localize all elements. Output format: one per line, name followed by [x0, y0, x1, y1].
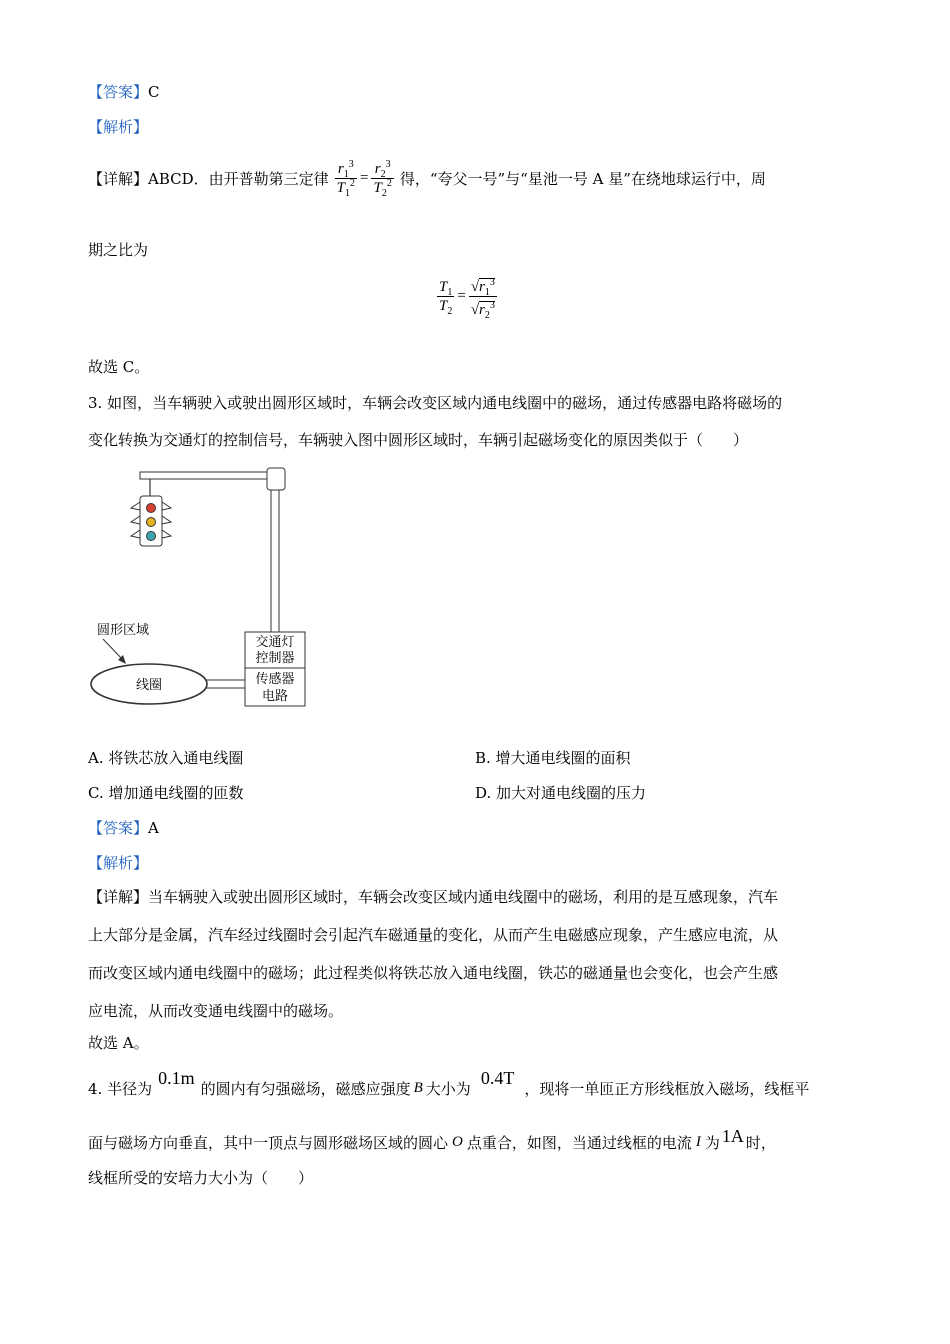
- q3-detail: [88, 878, 863, 1030]
- analysis-tag: 【解析】: [88, 118, 149, 136]
- detail-line-2: 期之比为: [88, 241, 149, 259]
- q3-detail-line-1: 当车辆驶入或驶出圆形区域时，车辆会改变区域内通电线圈中的磁场，利用的是互感现象，汽车: [148, 888, 779, 906]
- kepler-formula: $\frac{r_1^3}{T_1^2}$ = $\frac{r_2^3}{T_2^2}$: [336, 158, 392, 199]
- q4-stem-line-3: 线框所受的安培力大小为（ ）: [88, 1169, 314, 1187]
- traffic-light-figure: [85, 462, 315, 712]
- q3-stem-line-2: 变化转换为交通灯的控制信号，车辆驶入图中圆形区域时，车辆引起磁场变化的原因类似于（ ）: [88, 431, 749, 449]
- q3-detail-line-2: 上大部分是金属，汽车经过线圈时会引起汽车磁通量的变化，从而产生电磁感应现象，产生感应电流，从: [88, 926, 779, 944]
- sensor-label-2: 电路: [261, 688, 289, 703]
- answer-tag: 【答案】: [88, 83, 149, 101]
- q4-text-2: 的圆内有匀强磁场，磁感应强度: [200, 1079, 411, 1098]
- period-ratio-formula: $\frac{T_1}{T_2}$ = $\frac{√r_1^3}{√r_2^3}$: [437, 274, 497, 319]
- q4-current: 1A: [721, 1125, 744, 1146]
- q4-stem-line-2: [88, 1124, 776, 1160]
- q4-symbol-o: O: [452, 1133, 463, 1150]
- option-d[interactable]: D. 加大对通电线圈的压力: [475, 784, 647, 802]
- controller-label-2: 控制器: [255, 650, 295, 665]
- detail-row: [88, 150, 766, 206]
- q3-answer-tag: 【答案】: [88, 819, 149, 837]
- q2-conclusion: 故选 C。: [88, 358, 150, 376]
- q3-answer-row: [88, 818, 159, 838]
- detail-text-pre: ABCD．由开普勒第三定律: [148, 169, 329, 188]
- option-c[interactable]: C. 增加通电线圈的匝数: [88, 784, 244, 802]
- q3-conclusion: 故选 A。: [88, 1034, 149, 1052]
- left-visors: [131, 502, 140, 538]
- pole-arm: [140, 472, 275, 479]
- right-visors: [162, 502, 171, 538]
- q4-stem-line-1: [88, 1066, 809, 1110]
- sensor-label-1: 传感器: [255, 671, 295, 686]
- yellow-light: [147, 518, 156, 527]
- q4-text-1: 4. 半径为: [88, 1079, 153, 1098]
- option-a[interactable]: A. 将铁芯放入通电线圈: [88, 749, 244, 767]
- region-arrow-shaft: [103, 639, 123, 660]
- q3-detail-line-3: 而改变区域内通电线圈中的磁场；此过程类似将铁芯放入通电线圈，铁芯的磁通量也会变化，也会产生感: [88, 964, 779, 982]
- answer-value: C: [148, 83, 160, 101]
- detail-tag: 【详解】: [88, 169, 149, 188]
- red-light: [147, 504, 156, 513]
- q4-field: 0.4T: [480, 1067, 515, 1088]
- detail-text-post: 得，“夸父一号”与“星池一号 A 星”在绕地球运行中，周: [399, 169, 766, 188]
- q4-symbol-i: I: [695, 1133, 701, 1150]
- pole-vertical: [271, 484, 279, 632]
- q3-detail-tag: 【详解】: [88, 888, 149, 906]
- q3-detail-line-4: 应电流，从而改变通电线圈中的磁场。: [88, 1002, 344, 1020]
- coil-connector: [206, 680, 245, 688]
- green-light: [147, 532, 156, 541]
- q4-text-4: ，现将一单匝正方形线框放入磁场，线框平: [524, 1079, 810, 1098]
- q4-text-6: 点重合，如图，当通过线框的电流: [466, 1133, 692, 1152]
- q3-stem-line-1: 3. 如图，当车辆驶入或驶出圆形区域时，车辆会改变区域内通电线圈中的磁场，通过传感器电路将磁场的: [88, 394, 783, 412]
- controller-label-1: 交通灯: [255, 634, 295, 649]
- q4-text-5: 面与磁场方向垂直，其中一顶点与圆形磁场区域的圆心: [88, 1133, 449, 1152]
- q4-text-3: 大小为: [425, 1079, 471, 1098]
- answer-row: [88, 82, 160, 102]
- q4-radius: 0.1m: [158, 1067, 195, 1088]
- q3-answer-value: A: [148, 819, 159, 837]
- q3-analysis-tag: 【解析】: [88, 854, 149, 872]
- q4-text-8: 时，: [745, 1133, 776, 1152]
- coil-label: 线圈: [135, 677, 163, 692]
- region-label: 圆形区域: [97, 622, 150, 637]
- q4-symbol-b: B: [413, 1079, 423, 1096]
- option-b[interactable]: B. 增大通电线圈的面积: [475, 749, 631, 767]
- pole-cap: [267, 468, 285, 490]
- q4-text-7: 为: [704, 1133, 720, 1152]
